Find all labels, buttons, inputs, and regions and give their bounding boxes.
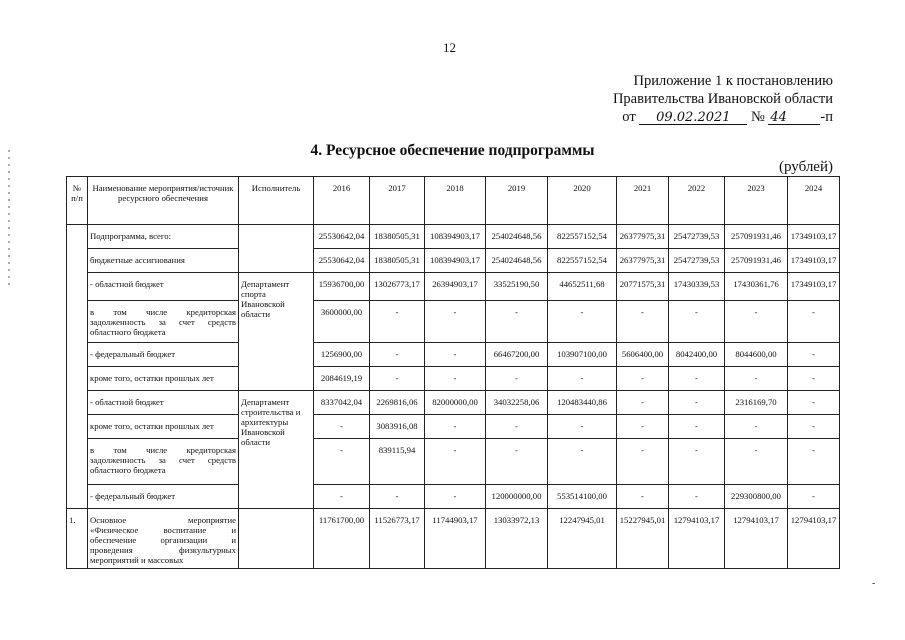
value-cell: 25472739,53 [669,225,725,249]
header-exec: Исполнитель [239,177,314,225]
header-year: 2024 [788,177,840,225]
executor-cell [239,509,314,569]
row-name-line: в том числе кредиторская [90,445,236,455]
value-cell: 103907100,00 [548,343,617,367]
table-row [67,225,840,249]
value-cell: 3083916,08 [370,415,425,439]
table-row [67,439,840,485]
table-row [67,509,840,569]
document-title: 4. Ресурсное обеспечение подпрограммы [310,142,595,159]
appendix-from-label: от [622,109,636,125]
row-name-cell: кроме того, остатки прошлых лет [88,367,239,391]
value-cell: 11526773,17 [370,509,425,569]
value-cell: - [725,301,788,343]
value-cell: - [425,485,486,509]
value-cell: - [788,391,840,415]
value-cell: 257091931,46 [725,225,788,249]
value-cell: 120000000,00 [486,485,548,509]
value-cell: - [788,301,840,343]
page-number: 12 [443,40,456,55]
value-cell: - [788,367,840,391]
value-cell: - [669,391,725,415]
appendix-line-1: Приложение 1 к постановлению [633,73,833,89]
value-cell: 839115,94 [370,439,425,485]
row-name-cell: - областной бюджет [88,391,239,415]
value-cell: - [669,439,725,485]
row-name-line: в том числе кредиторская [90,307,236,317]
value-cell: 11761700,00 [314,509,370,569]
value-cell: - [788,415,840,439]
value-cell: 12247945,01 [548,509,617,569]
table-row [67,249,840,273]
value-cell: - [548,439,617,485]
value-cell: - [669,415,725,439]
row-name-line: задолженность за счет средств [90,455,236,465]
row-name-cell [88,301,239,343]
value-cell: 12794103,17 [725,509,788,569]
value-cell: 822557152,54 [548,225,617,249]
value-cell: - [425,301,486,343]
header-name: Наименование мероприятия/источник ресурсного обеспечения [88,177,239,225]
value-cell: - [486,301,548,343]
table-row [67,415,840,439]
table-row [67,485,840,509]
row-index-cell: 1. [67,509,88,569]
value-cell: - [425,367,486,391]
value-cell: - [370,485,425,509]
value-cell: 66467200,00 [486,343,548,367]
value-cell: 17430339,53 [669,273,725,301]
row-name-cell: - федеральный бюджет [88,485,239,509]
value-cell: 13033972,13 [486,509,548,569]
row-name-cell: кроме того, остатки прошлых лет [88,415,239,439]
table-row [67,391,840,415]
row-name-cell [88,439,239,485]
header-year: 2021 [617,177,669,225]
value-cell: 8042400,00 [669,343,725,367]
value-cell: - [669,367,725,391]
value-cell: 25472739,53 [669,249,725,273]
value-cell: 13026773,17 [370,273,425,301]
header-year: 2018 [425,177,486,225]
executor-cell: Департамент строительства и архитектуры Ивановской области [239,391,314,509]
value-cell: - [314,415,370,439]
row-name-line: обеспечение организации и [90,535,236,545]
appendix-line-2: Правительства Ивановской области [612,91,833,107]
header-year: 2022 [669,177,725,225]
table-row [67,273,840,301]
executor-cell: Департамент спорта Ивановской области [239,273,314,391]
value-cell: 15227945,01 [617,509,669,569]
value-cell: - [617,301,669,343]
value-cell: 254024648,56 [486,249,548,273]
value-cell: - [486,415,548,439]
value-cell: 44652511,68 [548,273,617,301]
value-cell: 3600000,00 [314,301,370,343]
header-year: 2023 [725,177,788,225]
value-cell: - [486,367,548,391]
value-cell: 108394903,17 [425,225,486,249]
value-cell: - [788,485,840,509]
appendix-number: 44 [768,111,820,125]
row-name-line: задолженность за счет средств [90,317,236,327]
value-cell: - [617,367,669,391]
header-year: 2017 [370,177,425,225]
value-cell: - [725,415,788,439]
row-name-cell: - федеральный бюджет [88,343,239,367]
value-cell: 20771575,31 [617,273,669,301]
value-cell: - [314,439,370,485]
executor-cell [239,225,314,273]
resource-table [66,176,840,569]
value-cell: - [788,439,840,485]
header-year: 2016 [314,177,370,225]
appendix-date: 09.02.2021 [639,111,747,125]
row-name-line: мероприятий и массовых [90,555,184,565]
value-cell: 18380505,31 [370,225,425,249]
value-cell: 12794103,17 [788,509,840,569]
value-cell: 12794103,17 [669,509,725,569]
row-name-line: областного бюджета [90,465,166,475]
value-cell: 2269816,06 [370,391,425,415]
value-cell: 82000000,00 [425,391,486,415]
value-cell: 120483440,86 [548,391,617,415]
value-cell: 33525190,50 [486,273,548,301]
value-cell: 254024648,56 [486,225,548,249]
value-cell: 553514100,00 [548,485,617,509]
value-cell: - [370,367,425,391]
value-cell: 17349103,17 [788,273,840,301]
row-name-line: Основное мероприятие [90,515,236,525]
value-cell: - [548,301,617,343]
row-name-cell [88,509,239,569]
value-cell: - [617,439,669,485]
value-cell: 8044600,00 [725,343,788,367]
appendix-suffix: -п [820,109,833,125]
value-cell: 17349103,17 [788,249,840,273]
value-cell: 25530642,04 [314,249,370,273]
value-cell: 229300800,00 [725,485,788,509]
value-cell: - [725,367,788,391]
value-cell: - [617,415,669,439]
value-cell: - [370,301,425,343]
value-cell: - [548,415,617,439]
value-cell: - [486,439,548,485]
value-cell: - [314,485,370,509]
value-cell: 26377975,31 [617,225,669,249]
value-cell: 26394903,17 [425,273,486,301]
appendix-line-3 [613,108,833,126]
row-name-cell: бюджетные ассигнования [88,249,239,273]
value-cell: 8337042,04 [314,391,370,415]
table-row [67,343,840,367]
header-year: 2020 [548,177,617,225]
value-cell: 18380505,31 [370,249,425,273]
value-cell: - [725,439,788,485]
table-row [67,367,840,391]
value-cell: - [788,343,840,367]
value-cell: 5606400,00 [617,343,669,367]
value-cell: - [425,415,486,439]
row-name-cell: - областной бюджет [88,273,239,301]
value-cell: 15936700,00 [314,273,370,301]
value-cell: - [548,367,617,391]
value-cell: - [370,343,425,367]
value-cell: - [669,301,725,343]
row-name-line: областного бюджета [90,327,166,337]
row-name-line: «Физическое воспитание и [90,525,236,535]
value-cell: - [425,343,486,367]
value-cell: 34032258,06 [486,391,548,415]
value-cell: 257091931,46 [725,249,788,273]
scan-mark: - [872,578,876,589]
row-name-cell: Подпрограмма, всего: [88,225,239,249]
appendix-number-sign: № [750,109,765,125]
value-cell: - [669,485,725,509]
value-cell: - [617,391,669,415]
header-year: 2019 [486,177,548,225]
value-cell: - [425,439,486,485]
value-cell: 108394903,17 [425,249,486,273]
table-row [67,301,840,343]
value-cell: 17349103,17 [788,225,840,249]
units-label: (рублей) [778,159,833,175]
value-cell: 1256900,00 [314,343,370,367]
value-cell: 26377975,31 [617,249,669,273]
row-index-cell [67,225,88,509]
value-cell: 822557152,54 [548,249,617,273]
value-cell: 25530642,04 [314,225,370,249]
table-header-row [67,177,840,225]
value-cell: 11744903,17 [425,509,486,569]
value-cell: 17430361,76 [725,273,788,301]
value-cell: 2316169,70 [725,391,788,415]
value-cell: 2084619,19 [314,367,370,391]
value-cell: - [617,485,669,509]
margin-scan-dots [8,150,10,290]
row-name-line: проведения физкультурных [90,545,236,555]
appendix-header [613,72,833,126]
header-idx: № п/п [67,177,88,225]
